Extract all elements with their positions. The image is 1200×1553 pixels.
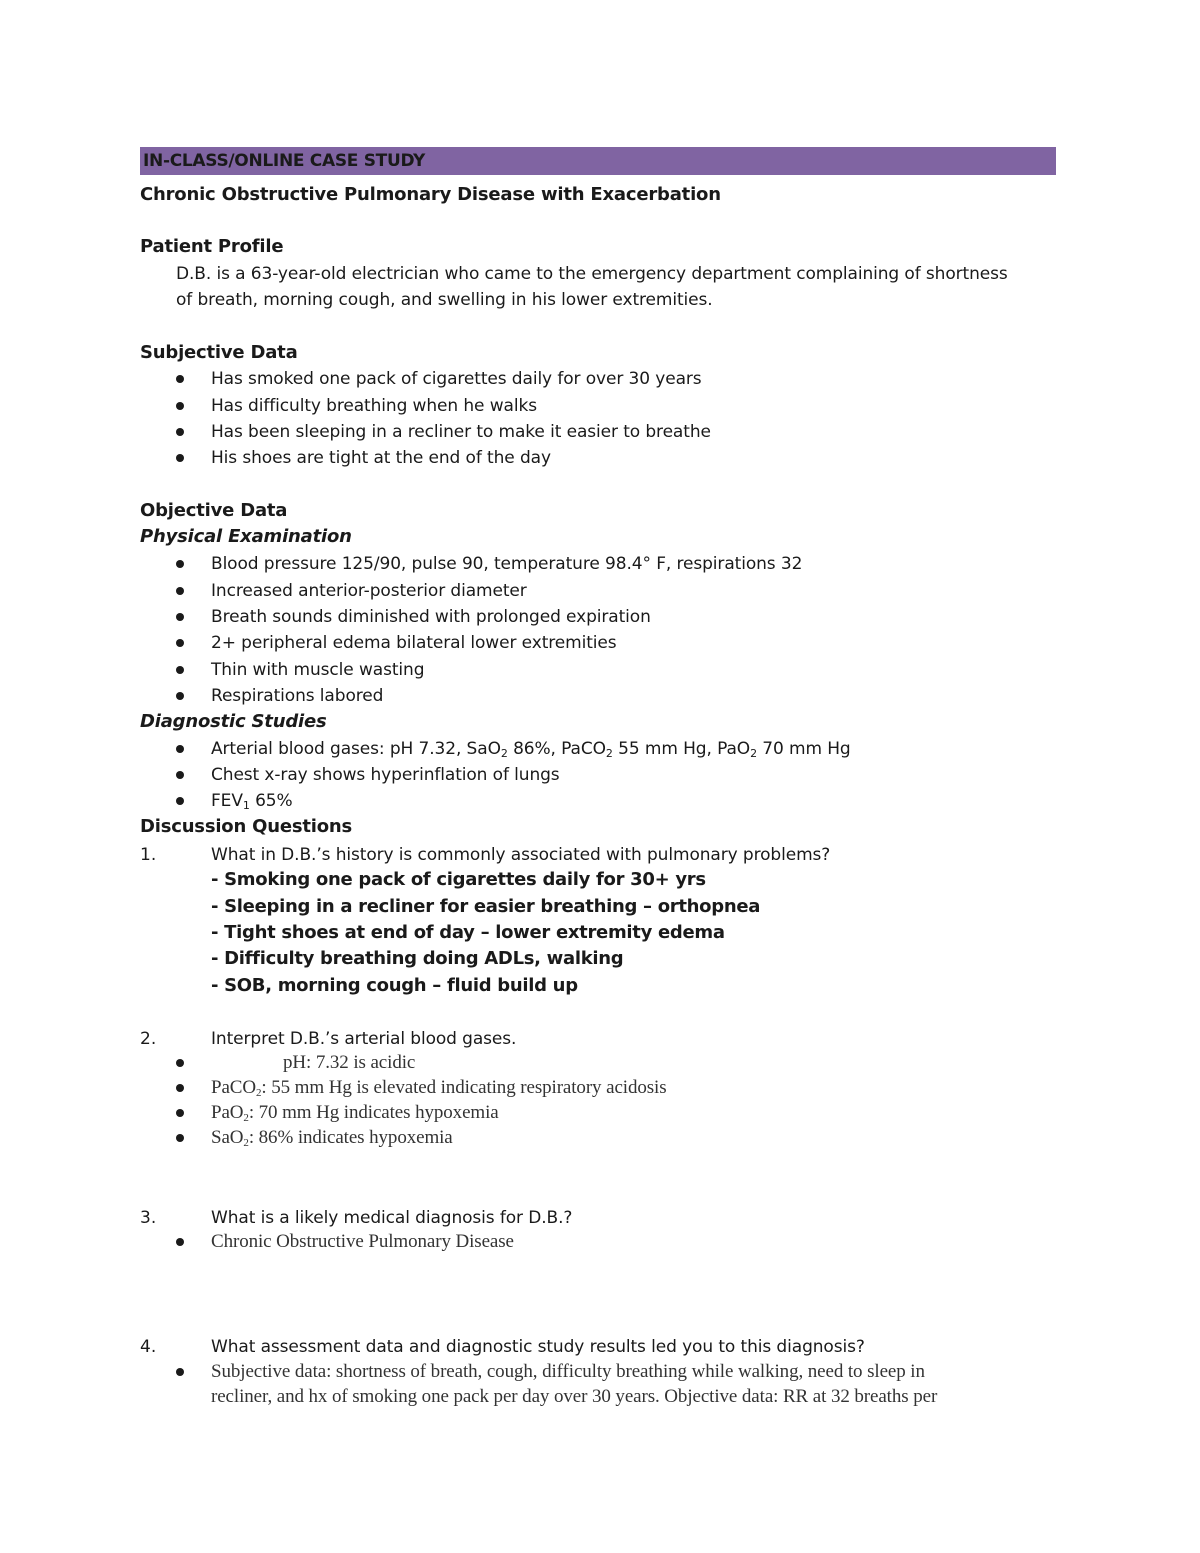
bullet-icon <box>176 402 184 410</box>
patient-profile-text-line1: D.B. is a 63-year-old electrician who came to the emergency department complaining of shortness <box>176 264 1008 284</box>
abg-item: Arterial blood gases: pH 7.32, SaO$_2$ 86%, PaCO$_2$ 55 mm Hg, PaO$_2$ 70 mm Hg <box>211 739 851 760</box>
subjective-item: Has been sleeping in a recliner to make it easier to breathe <box>211 422 711 442</box>
physical-item: Respirations labored <box>211 686 384 706</box>
bullet-icon <box>176 613 184 621</box>
question-1-answer: - Tight shoes at end of day – lower extremity edema <box>211 922 725 943</box>
fev-item: $FEV_1$ 65% <box>211 791 293 812</box>
subjective-data-heading: Subjective Data <box>140 342 298 363</box>
bullet-icon <box>176 692 184 700</box>
case-study-banner <box>140 147 1056 175</box>
chest-xray-item: Chest x-ray shows hyperinflation of lungs <box>211 765 560 785</box>
bullet-icon <box>176 1134 184 1142</box>
physical-examination-heading: Physical Examination <box>140 526 352 547</box>
discussion-questions-heading: Discussion Questions <box>140 816 353 837</box>
bullet-icon <box>176 745 184 753</box>
banner-title: IN-CLASS/ONLINE CASE STUDY <box>143 151 426 171</box>
question-number: 3. <box>140 1208 157 1228</box>
question-number: 1. <box>140 845 157 865</box>
physical-item: Breath sounds diminished with prolonged expiration <box>211 607 651 627</box>
patient-profile-heading: Patient Profile <box>140 236 284 257</box>
bullet-icon <box>176 666 184 674</box>
physical-item: 2+ peripheral edema bilateral lower extremities <box>211 633 617 653</box>
question-1-answer: - Difficulty breathing doing ADLs, walking <box>211 948 624 969</box>
bullet-icon <box>176 1368 184 1376</box>
bullet-icon <box>176 454 184 462</box>
question-1-answer: - Smoking one pack of cigarettes daily for 30+ yrs <box>211 869 706 890</box>
subjective-item: Has smoked one pack of cigarettes daily for over 30 years <box>211 369 702 389</box>
patient-profile-text-line2: of breath, morning cough, and swelling in his lower extremities. <box>176 290 713 310</box>
question-1-answer: - Sleeping in a recliner for easier breathing – orthopnea <box>211 896 761 917</box>
question-2-answer: SaO$_2$: 86% indicates hypoxemia <box>211 1127 453 1149</box>
question-number: 2. <box>140 1029 157 1049</box>
subjective-item: Has difficulty breathing when he walks <box>211 396 537 416</box>
bullet-icon <box>176 587 184 595</box>
question-4-text: What assessment data and diagnostic study results led you to this diagnosis? <box>211 1337 865 1357</box>
bullet-icon <box>176 639 184 647</box>
bullet-icon <box>176 1059 184 1067</box>
question-4-answer-line1: Subjective data: shortness of breath, cough, difficulty breathing while walking, need to sleep in <box>211 1361 925 1382</box>
bullet-icon <box>176 1109 184 1117</box>
subjective-item: His shoes are tight at the end of the day <box>211 448 551 468</box>
question-1-answer: - SOB, morning cough – fluid build up <box>211 975 578 996</box>
bullet-icon <box>176 560 184 568</box>
physical-item: Increased anterior-posterior diameter <box>211 581 527 601</box>
physical-item: Thin with muscle wasting <box>211 660 425 680</box>
question-2-answer: PaO$_2$: 70 mm Hg indicates hypoxemia <box>211 1102 499 1124</box>
question-3-text: What is a likely medical diagnosis for D.B.? <box>211 1208 573 1228</box>
question-2-text: Interpret D.B.’s arterial blood gases. <box>211 1029 517 1049</box>
bullet-icon <box>176 375 184 383</box>
diagnostic-studies-heading: Diagnostic Studies <box>140 711 327 732</box>
document-title: Chronic Obstructive Pulmonary Disease with Exacerbation <box>140 184 721 205</box>
question-4-answer-line2: recliner, and hx of smoking one pack per day over 30 years. Objective data: RR at 32 breaths per <box>211 1386 938 1407</box>
bullet-icon <box>176 1238 184 1246</box>
question-number: 4. <box>140 1337 157 1357</box>
bullet-icon <box>176 428 184 436</box>
question-2-answer: pH: 7.32 is acidic <box>283 1052 416 1073</box>
physical-item: Blood pressure 125/90, pulse 90, temperature 98.4° F, respirations 32 <box>211 554 803 574</box>
bullet-icon <box>176 1084 184 1092</box>
bullet-icon <box>176 797 184 805</box>
objective-data-heading: Objective Data <box>140 500 288 521</box>
question-3-answer: Chronic Obstructive Pulmonary Disease <box>211 1231 514 1252</box>
question-1-text: What in D.B.’s history is commonly associated with pulmonary problems? <box>211 845 831 865</box>
bullet-icon <box>176 771 184 779</box>
question-2-answer: PaCO$_2$: 55 mm Hg is elevated indicating respiratory acidosis <box>211 1077 667 1099</box>
